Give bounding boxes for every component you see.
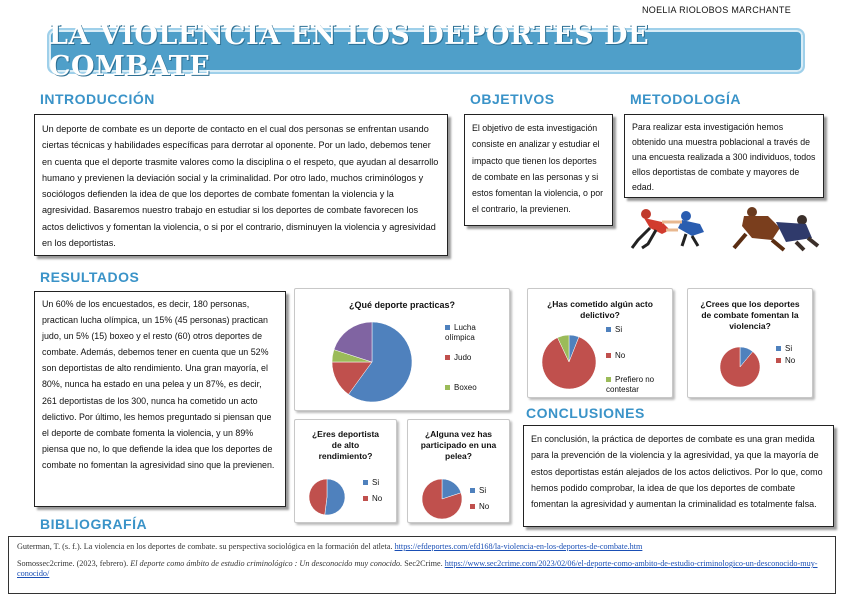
chart-deporte-panel	[294, 288, 510, 411]
wrestler-dark-pair	[734, 207, 818, 250]
objetivos-heading: OBJETIVOS	[470, 91, 555, 107]
chart-fomentan-title: ¿Crees que los deportes de combate fomentan la violencia?	[700, 299, 800, 331]
pie-slice-no	[309, 479, 327, 515]
reference-2-link[interactable]: https://www.sec2crime.com/2023/02/06/el-deporte-como-ambito-de-estudio-criminologico-un-desconocido-muy-conocido/	[17, 559, 818, 578]
legend-judo	[445, 353, 471, 363]
legend-label: No	[615, 351, 626, 360]
resultados-heading: RESULTADOS	[40, 269, 140, 285]
legend-si	[606, 325, 622, 335]
legend-no	[606, 351, 625, 361]
chart-delito-title: ¿Has cometido algún acto delictivo?	[547, 299, 653, 320]
legend-lucha	[445, 323, 503, 343]
legend-swatch	[776, 358, 781, 363]
reference-1-link[interactable]: https://efdeportes.com/efd168/la-violencia-en-los-deportes-de-combate.htm	[394, 542, 643, 551]
legend-label: Si	[785, 344, 793, 353]
wrestler-blue-red-pair	[632, 209, 704, 248]
metodologia-heading: METODOLOGÍA	[630, 91, 742, 107]
reference-1	[17, 542, 827, 552]
pie-slice-si	[325, 479, 345, 515]
chart-pelea-panel	[407, 419, 510, 523]
legend-label: Judo	[454, 353, 472, 362]
chart-fomentan-panel	[687, 288, 813, 398]
legend-swatch	[445, 355, 450, 360]
legend-no	[363, 494, 382, 504]
legend-label: No	[479, 502, 490, 511]
chart-delito-panel	[527, 288, 673, 398]
legend-label: Lucha olímpica	[445, 323, 476, 342]
legend-prefiero	[606, 375, 670, 395]
legend-si	[363, 478, 379, 488]
legend-label: No	[785, 356, 796, 365]
conclusiones-text: En conclusión, la práctica de deportes de combate es una gran medida para la prevención de la violencia y la agresividad, ya que la mayoría de estos deportistas están alejados de los actos delictivos. Por lo que, como hemos podido comprobar, la idea de que los deportes de combate fomentan la agresividad y aumentan la criminalidad es totalmente falsa.	[523, 425, 834, 527]
legend-si	[776, 344, 792, 354]
reference-2-title: El deporte como ámbito de estudio criminológico : Un desconocido muy conocido.	[130, 559, 403, 568]
legend-label: No	[372, 494, 383, 503]
poster-title: LA VIOLENCIA EN LOS DEPORTES DE COMBATE	[49, 20, 650, 82]
legend-label: Boxeo	[454, 383, 477, 392]
chart-fomentan-pie	[718, 345, 762, 389]
objetivos-text: El objetivo de esta investigación consiste en analizar y estudiar el impacto que tienen los deportes de combate en las personas y si estos fomentan la violencia, o por el contrario, la previenen.	[464, 114, 613, 226]
legend-si	[470, 486, 486, 496]
chart-pelea-pie	[420, 477, 464, 521]
legend-swatch	[470, 488, 475, 493]
legend-swatch	[470, 504, 475, 509]
bibliografia-box	[8, 536, 836, 594]
legend-swatch	[363, 496, 368, 501]
legend-no	[776, 356, 795, 366]
reference-2	[17, 559, 827, 579]
chart-deporte-title: ¿Qué deporte practicas?	[348, 300, 456, 310]
resultados-text: Un 60% de los encuestados, es decir, 180 personas, practican lucha olímpica, un 15% (45 personas) practican judo, un 5% (15) boxeo y el resto (60) otros deportes de combate. Además, debemos tener en cuenta que un 52% son deportistas de alto rendimiento. Una gran mayoría, el 80%, nunca ha estado en una pelea y un 87%, es decir, 261 deportistas de los 300, nunca ha cometido un acto delictivo. Por último, les hemos preguntado si piensan que el deporte de combate fomenta la violencia, y un 89% piensa que no, lo que defiende la idea que los deportes de combate no fomentan la agresividad sino que la previenen.	[34, 291, 286, 507]
pie-slice-no	[720, 347, 760, 387]
legend-no	[470, 502, 489, 512]
conclusiones-heading: CONCLUSIONES	[526, 405, 645, 421]
chart-rendimiento-panel	[294, 419, 397, 523]
legend-label: Prefiero no contestar	[606, 375, 655, 394]
introduccion-text: Un deporte de combate es un deporte de contacto en el cual dos personas se enfrentan usando ciertas técnicas y habilidades específicas para derrotar al oponente. Por un lado, debemos tener en cuenta que el deporte trasmite valores como la disciplina o el respeto, que ayudan al desarrollo humano y previenen la deviación social y la criminalidad. Por otro lado, muchos criminólogos y sociólogos defienden la idea de que los deportes de combate fomentan la violencia y la agresividad. Basaremos nuestro trabajo en estudiar si los deportes de combate favorecen los actos delictivos y fomentan la violencia, o si por el contrario, disminuyen la violencia y agresividad en los deportistas.	[34, 114, 448, 256]
bibliografia-heading: BIBLIOGRAFÍA	[40, 516, 148, 532]
reference-2-author: Somossec2crime. (2023, febrero).	[17, 559, 131, 568]
metodologia-text: Para realizar esta investigación hemos obtenido una muestra poblacional a través de una encuesta realizada a 300 individuos, todos ellos deportistas de combate y mayores de edad.	[624, 114, 824, 198]
title-banner	[47, 20, 805, 82]
legend-swatch	[606, 327, 611, 332]
legend-label: Si	[615, 325, 623, 334]
reference-2-publisher: Sec2Crime.	[402, 559, 445, 568]
chart-rendimiento-pie	[307, 477, 347, 517]
legend-swatch	[776, 346, 781, 351]
legend-label: Si	[479, 486, 487, 495]
legend-swatch	[606, 377, 611, 382]
legend-swatch	[606, 353, 611, 358]
reference-1-text: Guterman, T. (s. f.). La violencia en los deportes de combate. su perspectiva sociológica en la formación del atleta.	[17, 542, 395, 551]
chart-pelea-title: ¿Alguna vez has participado en una pelea?	[420, 429, 497, 461]
wrestlers-illustration	[626, 200, 822, 252]
chart-deporte-pie	[329, 319, 415, 405]
introduccion-heading: INTRODUCCIÓN	[40, 91, 155, 107]
legend-swatch	[445, 325, 450, 330]
legend-label: Si	[372, 478, 380, 487]
legend-swatch	[363, 480, 368, 485]
chart-rendimiento-title: ¿Eres deportista de alto rendimiento?	[311, 429, 380, 461]
author-name: NOELIA RIOLOBOS MARCHANTE	[642, 5, 792, 15]
chart-delito-pie	[540, 333, 598, 391]
legend-swatch	[445, 385, 450, 390]
legend-boxeo	[445, 383, 477, 393]
